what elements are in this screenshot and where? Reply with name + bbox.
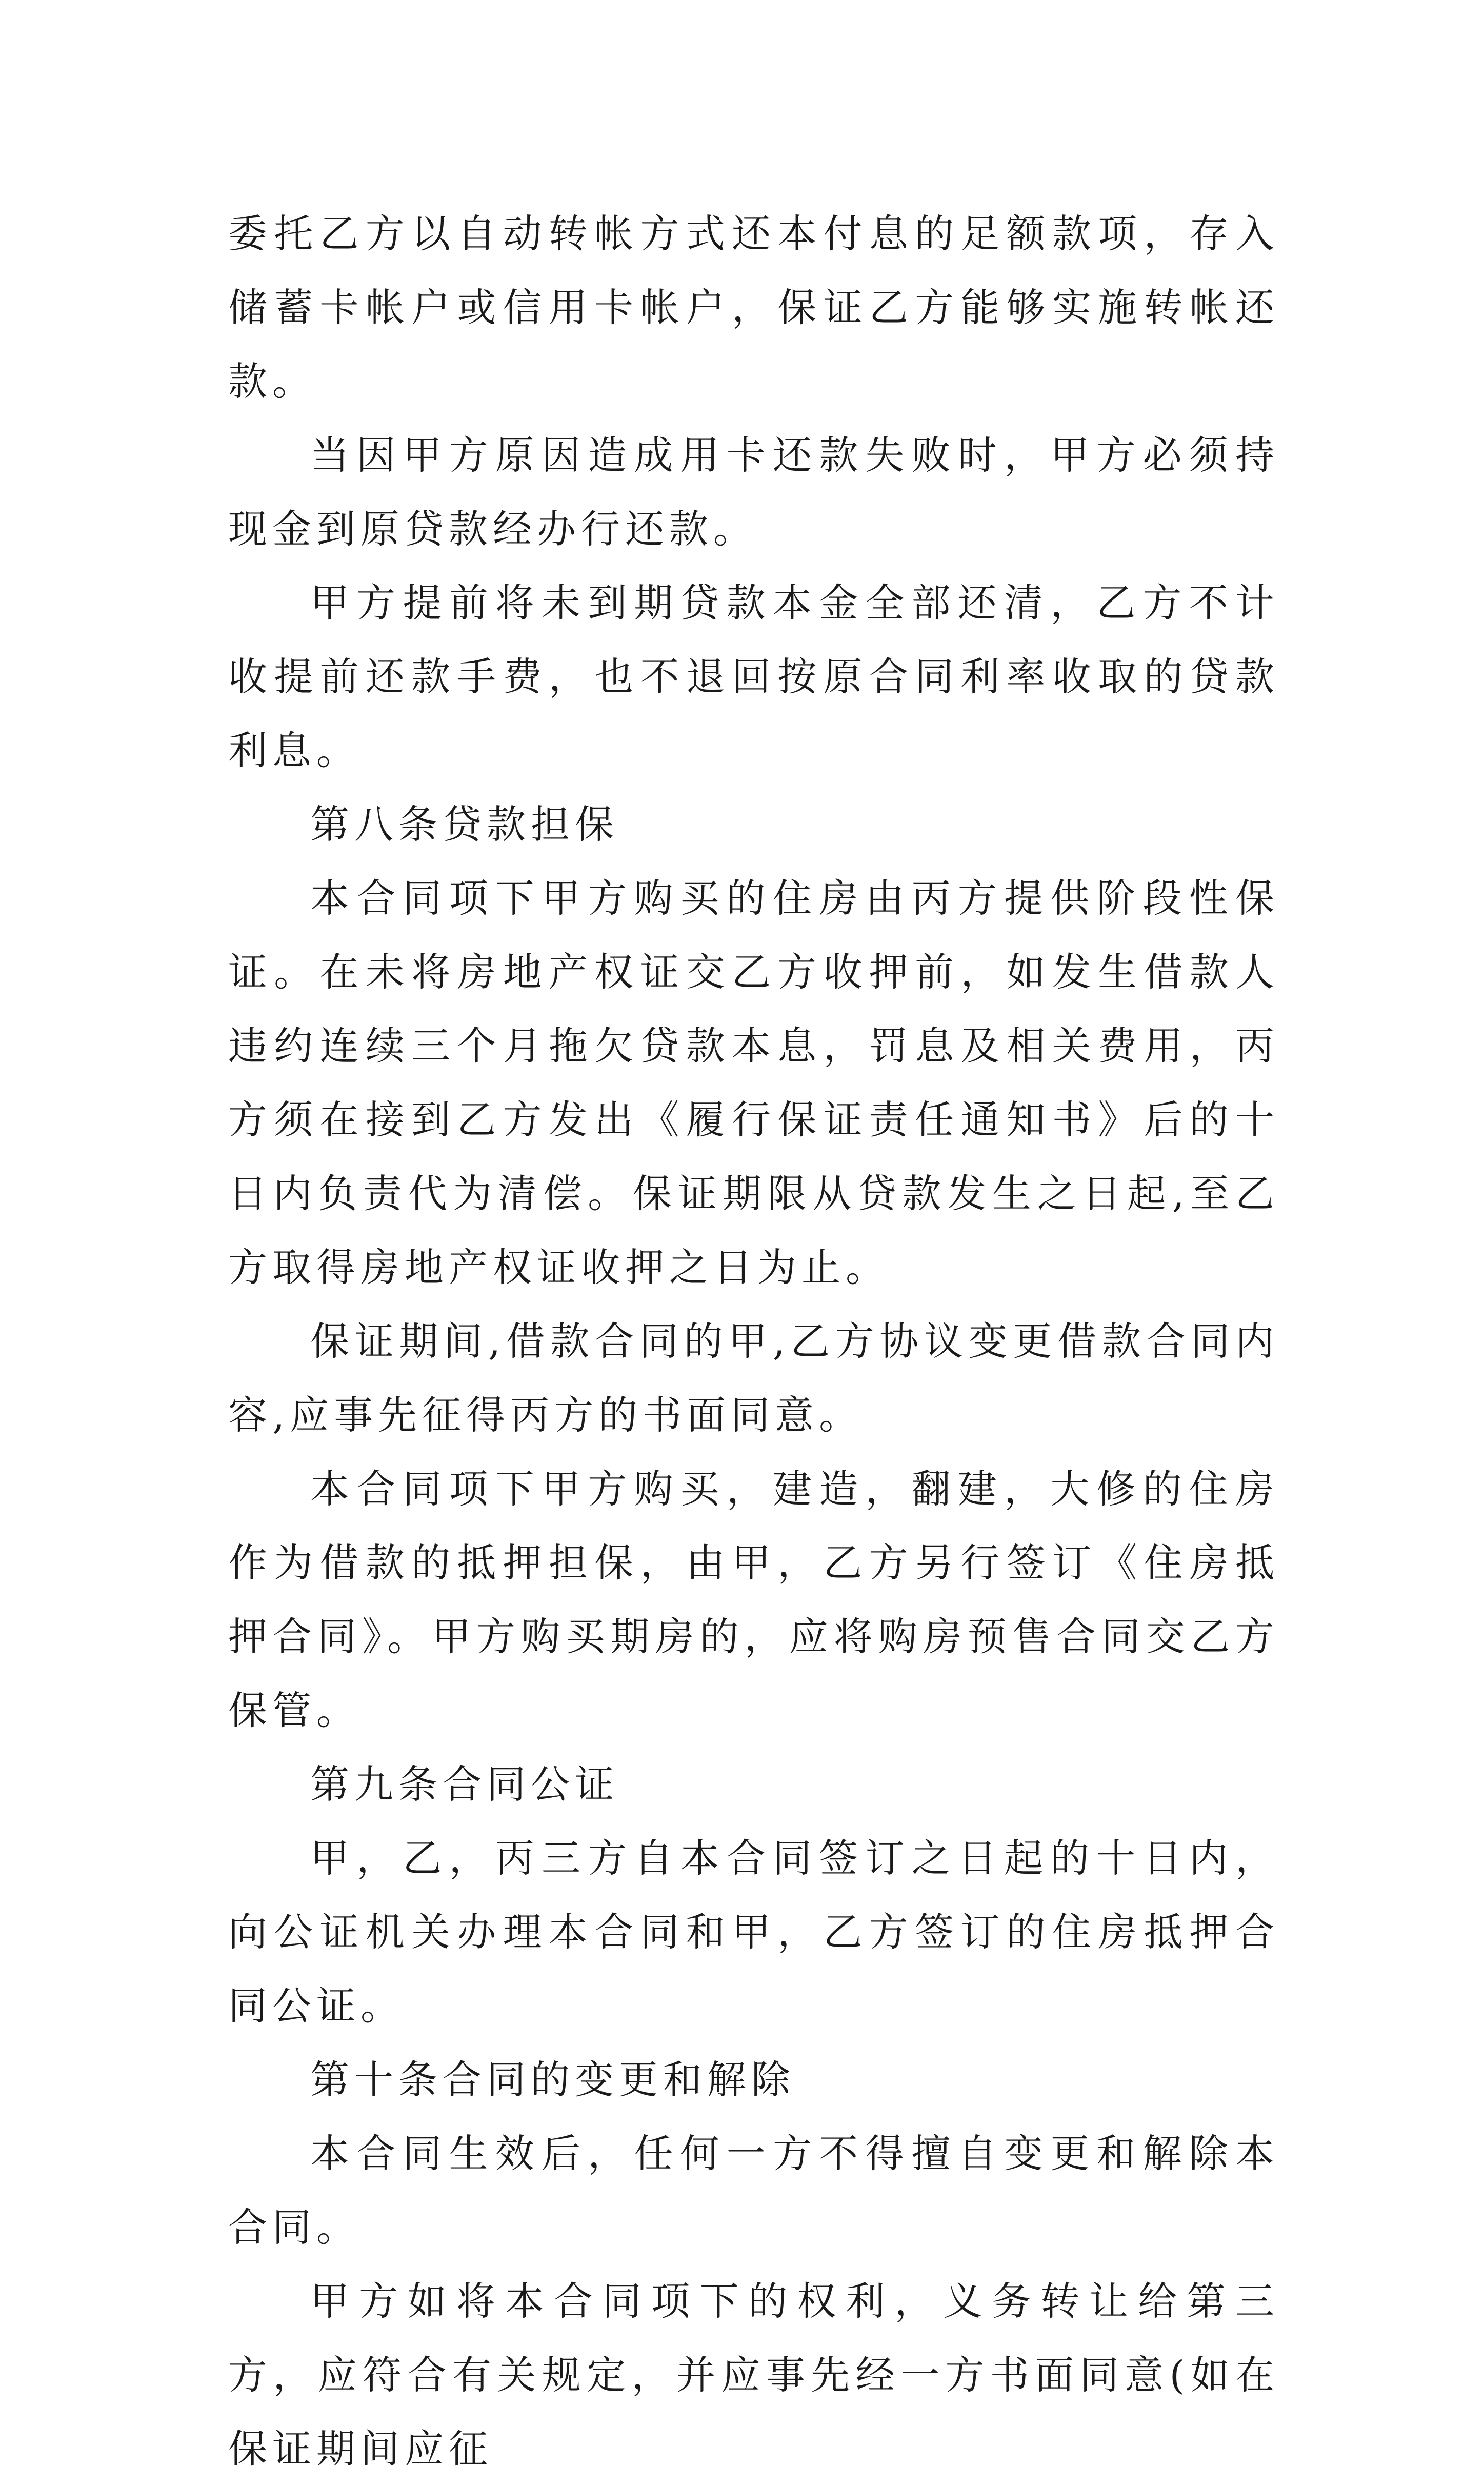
paragraph-early-repayment: 甲方提前将未到期贷款本金全部还清，乙方不计收提前还款手费，也不退回按原合同利率收取的贷款利息。 — [228, 580, 1279, 773]
heading-article-9: 第九条合同公证 — [310, 1761, 619, 1807]
heading-article-10: 第十条合同的变更和解除 — [310, 2057, 795, 2102]
heading-article-8: 第八条贷款担保 — [310, 801, 619, 847]
paragraph-mortgage-guarantee: 本合同项下甲方购买，建造，翻建，大修的住房作为借款的抵押担保，由甲，乙方另行签订《住房抵押合同》。甲方购买期房的，应将购房预售合同交乙方保管。 — [228, 1466, 1279, 1733]
document-body — [228, 197, 1279, 2486]
paragraph-no-unilateral-change: 本合同生效后，任何一方不得擅自变更和解除本合同。 — [228, 2131, 1279, 2250]
paragraph-notarization: 甲，乙，丙三方自本合同签订之日起的十日内，向公证机关办理本合同和甲，乙方签订的住房抵押合同公证。 — [228, 1835, 1279, 2029]
paragraph-repayment-deposit: 委托乙方以自动转帐方式还本付息的足额款项，存入储蓄卡帐户或信用卡帐户，保证乙方能够实施转帐还款。 — [228, 211, 1279, 404]
paragraph-guarantee-period-changes: 保证期间,借款合同的甲,乙方协议变更借款合同内容,应事先征得丙方的书面同意。 — [228, 1318, 1279, 1438]
paragraph-card-repayment-failure: 当因甲方原因造成用卡还款失败时，甲方必须持现金到原贷款经办行还款。 — [228, 432, 1279, 552]
paragraph-rights-transfer: 甲方如将本合同项下的权利，义务转让给第三方，应符合有关规定，并应事先经一方书面同意(如在保证期间应征 — [228, 2278, 1279, 2472]
paragraph-phased-guarantee: 本合同项下甲方购买的住房由丙方提供阶段性保证。在未将房地产权证交乙方收押前，如发生借款人违约连续三个月拖欠贷款本息，罚息及相关费用，丙方须在接到乙方发出《履行保证责任通知书》后的十日内负责代为清偿。保证期限从贷款发生之日起,至乙方取得房地产权证收押之日为止。 — [228, 875, 1279, 1290]
